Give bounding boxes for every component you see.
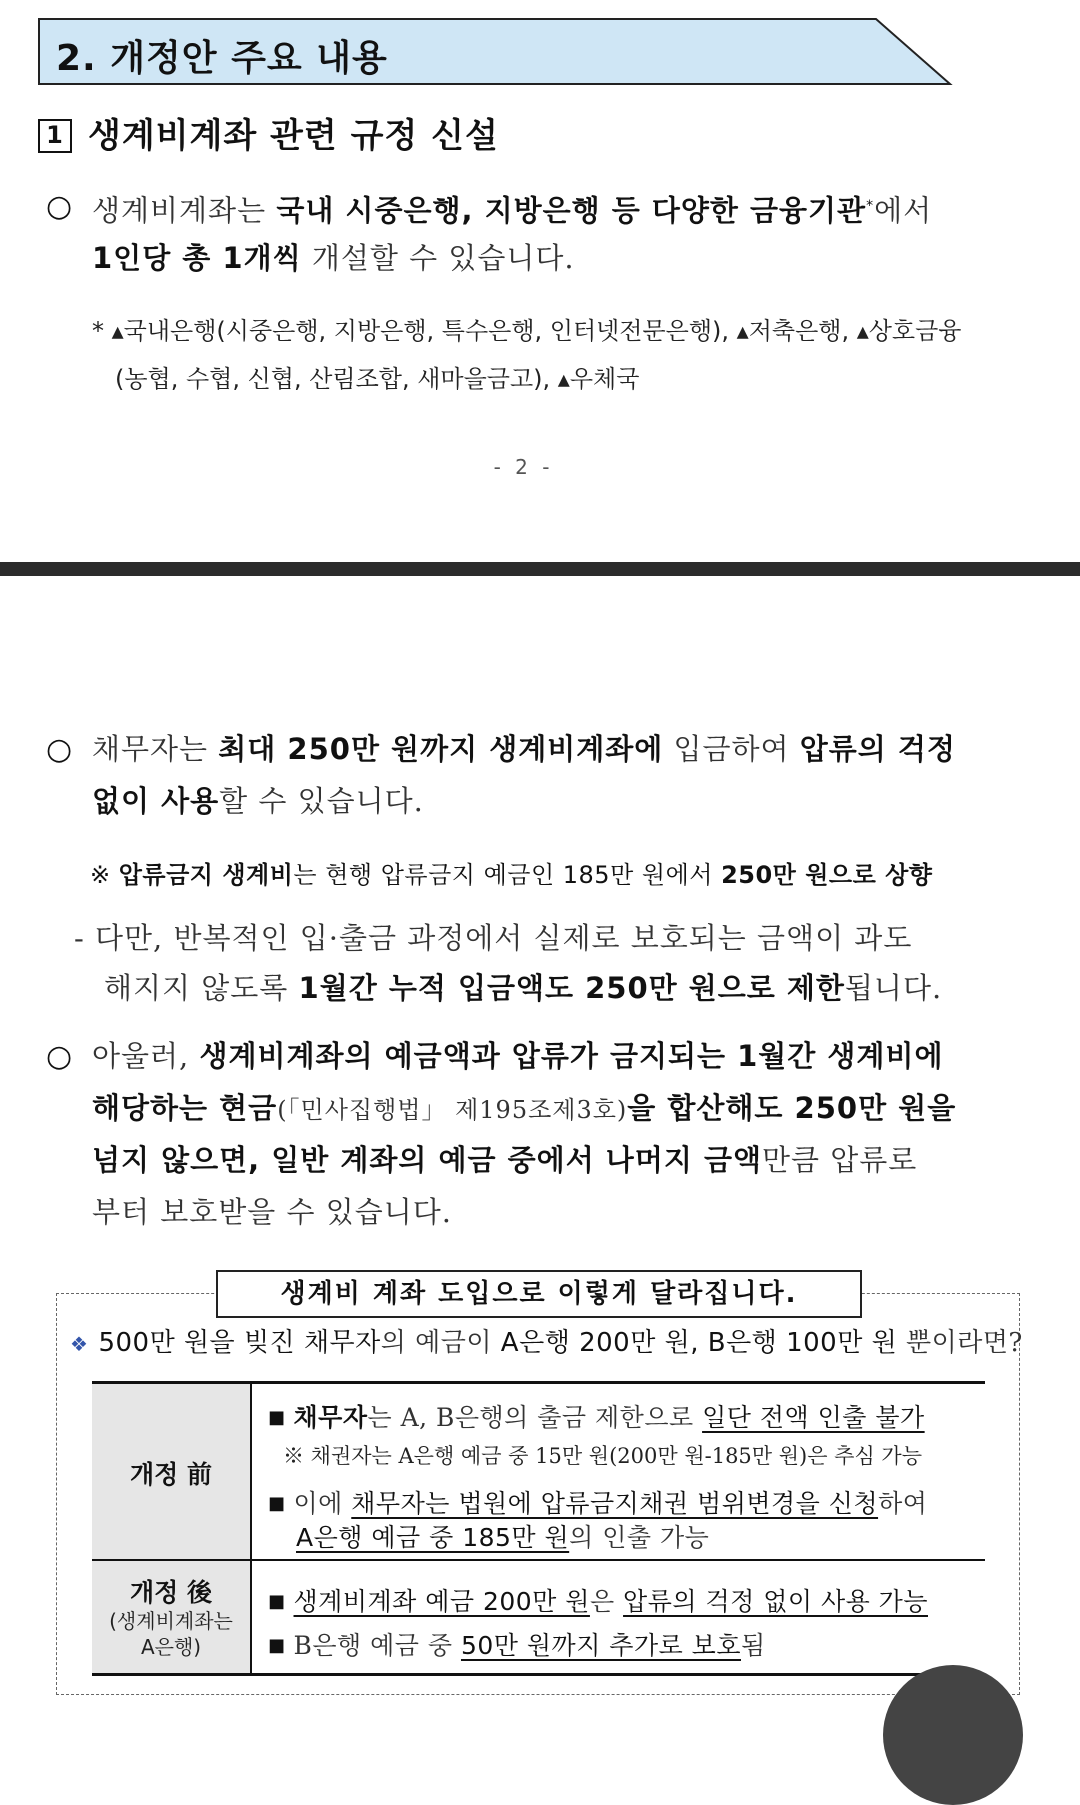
before-item-1-text-1: 채무자: [293, 1403, 368, 1432]
subsection-title-text: 생계비계좌 관련 규정 신설: [88, 116, 499, 156]
section-title: 2. 개정안 주요 내용: [56, 38, 388, 79]
note-line: [90, 855, 933, 890]
p1-footnote-mark: *: [866, 198, 875, 214]
row-label-after: 개정 後: [129, 1578, 212, 1607]
paragraph-1-line2: [92, 232, 575, 284]
before-item-2-text-1: 이에: [293, 1489, 352, 1518]
footnote-line-1: * ▴국내은행(시중은행, 지방은행, 특수은행, 인터넷전문은행), ▴저축은행, ▴상호금융: [92, 317, 962, 345]
p2-text-2: 최대 250만 원까지 생계비계좌에: [218, 732, 664, 766]
note-text-1: 압류금지 생계비: [118, 861, 294, 889]
after-item-2-text-2: 50만 원까지 추가로 보호: [460, 1631, 741, 1660]
paragraph-3-line4: 부터 보호받을 수 있습니다.: [92, 1195, 453, 1229]
question-text-2: 의 예금이: [380, 1328, 501, 1358]
p3-text-5: 을 합산해도 250만 원을: [627, 1091, 957, 1125]
subsection-title: [38, 108, 499, 157]
subsection-number: 1: [38, 119, 72, 153]
question-text-1: 500만 원을 빚진 채무자: [98, 1328, 381, 1358]
before-item-1: [268, 1398, 925, 1434]
p3-text-2: 생계비계좌의 예금액과 압류가 금지되는 1월간 생계비에: [199, 1039, 944, 1073]
section-header: [38, 18, 953, 86]
page-divider: [0, 562, 1080, 576]
row-label-after-sub-1: (생계비계좌는: [109, 1609, 233, 1633]
p2-text-5: 없이 사용: [92, 784, 220, 818]
paragraph-1-bullet: ○: [46, 189, 74, 224]
question-text-3: A은행 200만 원, B은행 100만 원: [500, 1328, 898, 1358]
p2-text-4: 압류의 걱정: [799, 732, 956, 766]
before-item-2-text-4: A은행 예금 중 185만 원: [296, 1523, 570, 1552]
note-mark: ※: [90, 861, 119, 889]
after-item-1-text-2: 은: [589, 1587, 624, 1616]
before-item-2: [268, 1484, 927, 1520]
row-label-before: 개정 前: [129, 1460, 212, 1489]
p1-text-1: 생계비계좌는: [92, 193, 277, 228]
before-item-1-text-3: 일단 전액 인출 불가: [702, 1403, 925, 1432]
paragraph-3-line2: [92, 1082, 956, 1136]
comparison-question: [70, 1322, 1023, 1359]
diamond-bullet-icon: ❖: [70, 1332, 89, 1356]
paragraph-1: [92, 180, 1022, 237]
paragraph-2-line2: [92, 775, 424, 827]
row-label-after-sub-2: A은행): [140, 1635, 202, 1659]
table-middle-rule: [92, 1559, 985, 1561]
p2-text-6: 할 수 있습니다.: [219, 784, 424, 818]
before-item-2-text-5: 의 인출 가능: [569, 1523, 710, 1552]
square-bullet-icon: ■: [268, 1493, 286, 1514]
paragraph-3-bullet: ○: [46, 1039, 74, 1074]
dash-text-4: 됩니다.: [844, 971, 943, 1005]
paragraph-2-bullet: ○: [46, 732, 74, 767]
after-item-2: [268, 1626, 766, 1662]
table-bottom-rule: [92, 1673, 985, 1676]
p3-text-6: 넘지 않으면, 일반 계좌의 예금 중에서 나머지 금액: [92, 1143, 762, 1177]
after-item-2-text-3: 됨: [741, 1631, 766, 1660]
footnote-line-2: (농협, 수협, 신협, 산림조합, 새마을금고), ▴우체국: [115, 365, 640, 393]
page-number: - 2 -: [493, 455, 554, 479]
comparison-box-title: 생계비 계좌 도입으로 이렇게 달라집니다.: [216, 1270, 862, 1318]
floating-action-button[interactable]: [883, 1665, 1023, 1805]
p3-text-1: 아울러,: [92, 1039, 200, 1073]
dash-line-2: [104, 962, 942, 1014]
table-top-rule: [92, 1381, 985, 1384]
after-item-1-text-3: 압류의 걱정 없이 사용 가능: [623, 1587, 928, 1616]
table-column-separator: [250, 1384, 252, 1673]
question-text-4: 뿐이라면?: [897, 1328, 1023, 1358]
after-item-1-text-1: 생계비계좌 예금 200만 원: [293, 1587, 590, 1616]
paragraph-2: [92, 723, 956, 775]
p1-text-6: 개설할 수 있습니다.: [301, 241, 575, 275]
square-bullet-icon: ■: [268, 1591, 286, 1612]
dash-line-1: - 다만, 반복적인 입·출금 과정에서 실제로 보호되는 금액이 과도: [74, 921, 913, 955]
note-text-3: 250만 원으로 상향: [721, 861, 933, 889]
dash-text-2: 해지지 않도록: [104, 971, 299, 1005]
p3-text-3: 해당하는 현금: [92, 1091, 278, 1125]
after-item-2-text-1: B은행 예금 중: [293, 1631, 461, 1660]
p2-text-3: 입금하여: [663, 732, 800, 766]
square-bullet-icon: ■: [268, 1407, 286, 1428]
square-bullet-icon: ■: [268, 1635, 286, 1656]
dash-text-3: 1월간 누적 입금액도 250만 원으로 제한: [298, 971, 845, 1005]
paragraph-3: [92, 1030, 943, 1082]
p3-text-7: 만큼 압류로: [761, 1143, 918, 1177]
before-item-1-text-2: 는 A, B은행의 출금 제한으로: [367, 1403, 703, 1432]
after-item-1: [268, 1582, 928, 1618]
p1-text-2: 국내 시중은행, 지방은행 등 다양한 금융기관: [276, 193, 867, 228]
p3-text-4: (「민사집행법」 제195조제3호): [277, 1096, 628, 1124]
before-item-2-line2: [296, 1518, 709, 1554]
paragraph-3-line3: [92, 1134, 917, 1186]
before-item-2-text-3: 하여: [878, 1489, 928, 1518]
p2-text-1: 채무자는: [92, 732, 219, 766]
before-item-2-text-2: 채무자는 법원에 압류금지채권 범위변경을 신청: [351, 1489, 879, 1518]
before-note: ※ 채권자는 A은행 예금 중 15만 원(200만 원-185만 원)은 추심 가능: [283, 1444, 923, 1468]
note-text-2: 는 현행 압류금지 예금인 185만 원에서: [293, 861, 722, 889]
p1-text-5: 1인당 총 1개씩: [92, 241, 302, 275]
p1-text-4: 에서: [874, 193, 933, 228]
